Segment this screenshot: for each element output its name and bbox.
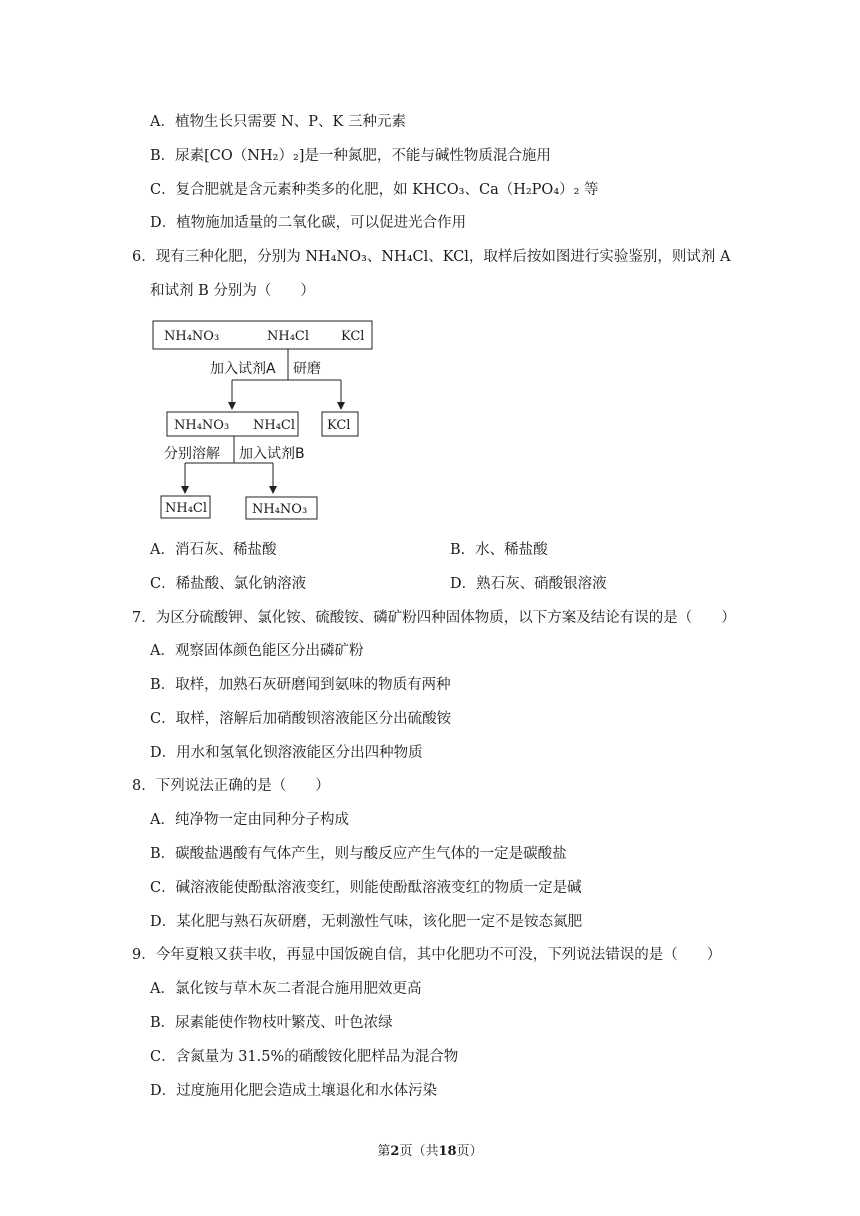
q8-option-a: A．纯净物一定由同种分子构成 [150,812,349,828]
q6-flow-diagram [150,318,380,523]
q6-option-d: D．熟石灰、硝酸银溶液 [450,576,607,592]
arrow-down-icon [337,402,345,410]
q7-option-b: B．取样，加熟石灰研磨闻到氨味的物质有两种 [150,677,451,693]
q9-option-b: B．尿素能使作物枝叶繁茂、叶色浓绿 [150,1015,393,1031]
step2-right-label: 加入试剂B [239,446,305,462]
q6-option-a: A．消石灰、稀盐酸 [150,542,277,558]
q8-stem: 8．下列说法正确的是（ ） [132,778,330,794]
page-number: 2 [390,1144,400,1159]
step1-left-label: 加入试剂A [210,361,276,377]
page-footer [0,1140,860,1159]
q8-option-c: C．碱溶液能使酚酞溶液变红，则能使酚酞溶液变红的物质一定是碱 [150,880,582,896]
q9-option-d: D．过度施用化肥会造成土壤退化和水体污染 [150,1083,438,1099]
footer-pre: 第 [377,1144,391,1159]
total-pages: 18 [438,1144,457,1159]
q7-option-d: D．用水和氢氧化钡溶液能区分出四种物质 [150,745,423,761]
top-box-nh4cl: NH₄Cl [267,329,310,344]
q7-option-c: C．取样，溶解后加硝酸钡溶液能区分出硫酸铵 [150,711,452,727]
q9-option-a: A．氯化铵与草木灰二者混合施用肥效更高 [150,981,422,997]
q9-option-c: C．含氮量为 31.5%的硝酸铵化肥样品为混合物 [150,1049,459,1065]
q9-stem: 9．今年夏粮又获丰收，再显中国饭碗自信，其中化肥功不可没，下列说法错误的是（ ） [132,947,722,963]
q6-stem-line1: 6．现有三种化肥，分别为 NH₄NO₃、NH₄Cl、KCl，取样后按如图进行实验鉴别，则试剂 A [132,249,731,265]
q5-option-a: A．植物生长只需要 N、P、K 三种元素 [150,114,406,130]
top-box-nh4no3: NH₄NO₃ [164,329,220,344]
footer-mid: 页（共 [399,1144,439,1159]
q8-option-d: D．某化肥与熟石灰研磨，无刺激性气味，该化肥一定不是铵态氮肥 [150,914,583,930]
q5-option-b: B．尿素[CO（NH₂）₂]是一种氮肥，不能与碱性物质混合施用 [150,148,551,164]
arrow-down-icon [228,402,236,410]
q6-option-c: C．稀盐酸、氯化钠溶液 [150,576,307,592]
q5-option-d: D．植物施加适量的二氧化碳，可以促进光合作用 [150,215,467,231]
mid-box-nh4cl: NH₄Cl [253,418,296,433]
step1-right-label: 研磨 [293,361,321,377]
q7-stem: 7．为区分硫酸钾、氯化铵、硫酸铵、磷矿粉四种固体物质，以下方案及结论有误的是（ ） [132,610,736,626]
q7-option-a: A．观察固体颜色能区分出磷矿粉 [150,643,364,659]
q8-option-b: B．碳酸盐遇酸有气体产生，则与酸反应产生气体的一定是碳酸盐 [150,846,567,862]
mid-box-nh4no3: NH₄NO₃ [174,418,230,433]
top-box-kcl: KCl [341,329,365,344]
q6-stem-line2: 和试剂 B 分别为（ ） [150,283,315,299]
kcl-box-label: KCl [327,418,351,433]
footer-post: 页） [456,1144,483,1159]
q5-option-c: C．复合肥就是含元素种类多的化肥，如 KHCO₃、Ca（H₂PO₄）₂ 等 [150,182,599,198]
output-left-label: NH₄Cl [165,501,208,516]
output-right-label: NH₄NO₃ [252,502,308,517]
arrow-down-icon [269,486,277,494]
q6-option-b: B．水、稀盐酸 [450,542,548,558]
step2-left-label: 分别溶解 [164,446,220,462]
arrow-down-icon [181,486,189,494]
